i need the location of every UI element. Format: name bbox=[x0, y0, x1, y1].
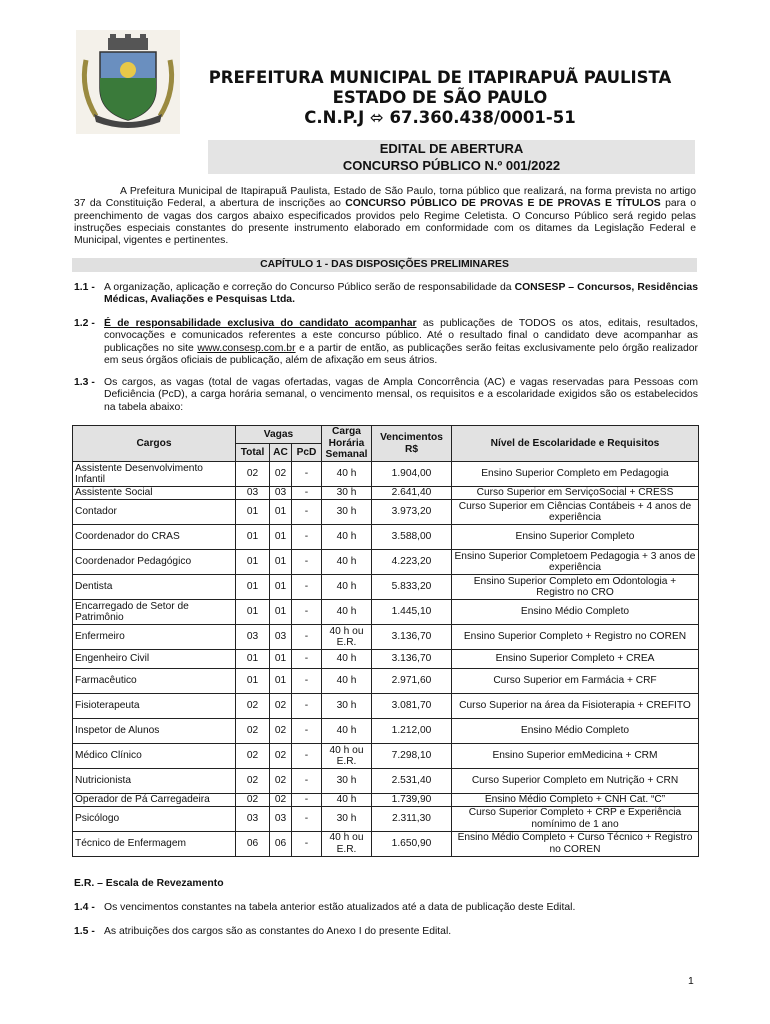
ac-cell: 02 bbox=[270, 719, 292, 744]
header-prefeitura: PREFEITURA MUNICIPAL DE ITAPIRAPUÃ PAULISTA bbox=[208, 68, 672, 87]
vencimento-cell: 1.739,90 bbox=[372, 794, 452, 807]
vencimento-cell: 1.904,00 bbox=[372, 462, 452, 487]
total-cell: 02 bbox=[236, 769, 270, 794]
nivel-cell: Ensino Médio Completo bbox=[452, 719, 699, 744]
vencimento-cell: 3.136,70 bbox=[372, 625, 452, 650]
nivel-cell: Ensino Superior Completo + CREA bbox=[452, 650, 699, 669]
total-cell: 06 bbox=[236, 831, 270, 856]
ac-cell: 02 bbox=[270, 794, 292, 807]
vencimento-cell: 1.650,90 bbox=[372, 831, 452, 856]
carga-cell: 40 h bbox=[322, 669, 372, 694]
carga-cell: 30 h bbox=[322, 769, 372, 794]
pcd-cell: - bbox=[292, 806, 322, 831]
nivel-cell: Ensino Superior emMedicina + CRM bbox=[452, 744, 699, 769]
nivel-cell: Ensino Médio Completo + CNH Cat. “C” bbox=[452, 794, 699, 807]
pcd-cell: - bbox=[292, 719, 322, 744]
total-cell: 02 bbox=[236, 794, 270, 807]
pcd-cell: - bbox=[292, 744, 322, 769]
table-row bbox=[73, 669, 699, 694]
item-1-3: 1.3 - Os cargos, as vagas (total de vagas ofertadas, vagas de Ampla Concorrência (AC) e vagas reservadas para Pessoas com Deficiência (PcD), a carga horária semanal, o vencimento mensal, os requisitos e a escolaridade exigidos são os estabelecidos na tabela abaixo: bbox=[74, 377, 698, 413]
pcd-cell: - bbox=[292, 625, 322, 650]
vencimento-cell: 3.973,20 bbox=[372, 500, 452, 525]
table-row bbox=[73, 744, 699, 769]
header-total: Total bbox=[236, 444, 270, 462]
carga-cell: 40 h bbox=[322, 575, 372, 600]
table-row bbox=[73, 831, 699, 856]
pcd-cell: - bbox=[292, 575, 322, 600]
total-cell: 02 bbox=[236, 719, 270, 744]
nivel-cell: Curso Superior Completo + CRP e Experiência nomínimo de 1 ano bbox=[452, 806, 699, 831]
carga-cell: 40 h ou E.R. bbox=[322, 744, 372, 769]
ac-cell: 06 bbox=[270, 831, 292, 856]
nivel-cell: Curso Superior em Farmácia + CRF bbox=[452, 669, 699, 694]
cargo-cell: Encarregado de Setor de Patrimônio bbox=[73, 600, 236, 625]
total-cell: 03 bbox=[236, 625, 270, 650]
ac-cell: 01 bbox=[270, 600, 292, 625]
cargo-cell: Contador bbox=[73, 500, 236, 525]
consesp-link[interactable]: www.consesp.com.br bbox=[197, 342, 296, 354]
ac-cell: 03 bbox=[270, 487, 292, 500]
cargo-cell: Farmacêutico bbox=[73, 669, 236, 694]
ac-cell: 02 bbox=[270, 769, 292, 794]
total-cell: 02 bbox=[236, 694, 270, 719]
nivel-cell: Ensino Médio Completo bbox=[452, 600, 699, 625]
er-legend: E.R. – Escala de Revezamento bbox=[74, 878, 224, 889]
nivel-cell: Curso Superior na área da Fisioterapia + CREFITO bbox=[452, 694, 699, 719]
total-cell: 03 bbox=[236, 806, 270, 831]
carga-cell: 40 h bbox=[322, 650, 372, 669]
header-carga: Carga Horária Semanal bbox=[322, 426, 372, 462]
total-cell: 01 bbox=[236, 575, 270, 600]
ac-cell: 03 bbox=[270, 625, 292, 650]
intro-paragraph: A Prefeitura Municipal de Itapirapuã Paulista, Estado de São Paulo, torna público que realizará, na forma prevista no artigo 37 da Constituição Federal, a abertura de inscrições ao CONCURSO PÚBLICO DE PROVAS E DE PROVAS E TÍTULOS para o preenchimento de vagas dos cargos abaixo especificados providos pelo Regime Celetista. O Concurso Público será regido pelas instruções especiais constantes do presente instrumento elaborado em conformidade com os ditames da Legislação Federal e Municipal, vigentes e pertinentes. bbox=[74, 186, 697, 247]
vencimento-cell: 3.081,70 bbox=[372, 694, 452, 719]
cargo-cell: Fisioterapeuta bbox=[73, 694, 236, 719]
total-cell: 03 bbox=[236, 487, 270, 500]
nivel-cell: Ensino Médio Completo + Curso Técnico + Registro no COREN bbox=[452, 831, 699, 856]
ac-cell: 03 bbox=[270, 806, 292, 831]
ac-cell: 02 bbox=[270, 462, 292, 487]
table-row bbox=[73, 550, 699, 575]
carga-cell: 40 h bbox=[322, 550, 372, 575]
cargo-cell: Operador de Pá Carregadeira bbox=[73, 794, 236, 807]
vencimento-cell: 3.588,00 bbox=[372, 525, 452, 550]
item-1-1: 1.1 - A organização, aplicação e correção do Concurso Público serão de responsabilidade da CONSESP – Concursos, Residências Médicas, Avaliações e Pesquisas Ltda. bbox=[74, 282, 698, 306]
carga-cell: 40 h bbox=[322, 719, 372, 744]
header-estado: ESTADO DE SÃO PAULO bbox=[332, 88, 548, 107]
nivel-cell: Curso Superior Completo em Nutrição + CRN bbox=[452, 769, 699, 794]
header-pcd: PcD bbox=[292, 444, 322, 462]
pcd-cell: - bbox=[292, 669, 322, 694]
pcd-cell: - bbox=[292, 525, 322, 550]
cargo-cell: Coordenador do CRAS bbox=[73, 525, 236, 550]
vencimento-cell: 1.445,10 bbox=[372, 600, 452, 625]
carga-cell: 40 h bbox=[322, 794, 372, 807]
cargo-cell: Técnico de Enfermagem bbox=[73, 831, 236, 856]
pcd-cell: - bbox=[292, 794, 322, 807]
carga-cell: 40 h ou E.R. bbox=[322, 625, 372, 650]
vencimento-cell: 2.641,40 bbox=[372, 487, 452, 500]
nivel-cell: Ensino Superior Completo + Registro no COREN bbox=[452, 625, 699, 650]
pcd-cell: - bbox=[292, 487, 322, 500]
cargo-cell: Nutricionista bbox=[73, 769, 236, 794]
municipal-coat-of-arms bbox=[76, 30, 180, 134]
carga-cell: 40 h bbox=[322, 600, 372, 625]
table-row bbox=[73, 625, 699, 650]
vencimento-cell: 7.298,10 bbox=[372, 744, 452, 769]
nivel-cell: Curso Superior em ServiçoSocial + CRESS bbox=[452, 487, 699, 500]
ac-cell: 01 bbox=[270, 575, 292, 600]
chapter-1-heading: CAPÍTULO 1 - DAS DISPOSIÇÕES PRELIMINARES bbox=[72, 258, 697, 272]
nivel-cell: Ensino Superior Completo bbox=[452, 525, 699, 550]
header-vencimentos: Vencimentos R$ bbox=[372, 426, 452, 462]
table-row bbox=[73, 694, 699, 719]
vencimento-cell: 3.136,70 bbox=[372, 650, 452, 669]
cargo-cell: Psicólogo bbox=[73, 806, 236, 831]
header-vagas: Vagas bbox=[236, 426, 322, 444]
page-number: 1 bbox=[688, 976, 694, 987]
cargo-cell: Médico Clínico bbox=[73, 744, 236, 769]
pcd-cell: - bbox=[292, 769, 322, 794]
edital-title: EDITAL DE ABERTURA bbox=[379, 141, 524, 156]
cargo-cell: Inspetor de Alunos bbox=[73, 719, 236, 744]
header-cargos: Cargos bbox=[73, 426, 236, 462]
header-nivel: Nível de Escolaridade e Requisitos bbox=[452, 426, 699, 462]
vencimento-cell: 2.531,40 bbox=[372, 769, 452, 794]
pcd-cell: - bbox=[292, 600, 322, 625]
carga-cell: 30 h bbox=[322, 500, 372, 525]
table-row bbox=[73, 487, 699, 500]
cargo-cell: Dentista bbox=[73, 575, 236, 600]
table-row bbox=[73, 525, 699, 550]
cargo-cell: Enfermeiro bbox=[73, 625, 236, 650]
table-row bbox=[73, 462, 699, 487]
nivel-cell: Ensino Superior Completo em Odontologia + Registro no CRO bbox=[452, 575, 699, 600]
ac-cell: 02 bbox=[270, 744, 292, 769]
total-cell: 01 bbox=[236, 500, 270, 525]
pcd-cell: - bbox=[292, 550, 322, 575]
edital-title-box bbox=[208, 140, 695, 174]
pcd-cell: - bbox=[292, 462, 322, 487]
ac-cell: 01 bbox=[270, 669, 292, 694]
pcd-cell: - bbox=[292, 650, 322, 669]
carga-cell: 40 h bbox=[322, 462, 372, 487]
total-cell: 01 bbox=[236, 550, 270, 575]
total-cell: 02 bbox=[236, 744, 270, 769]
vencimento-cell: 1.212,00 bbox=[372, 719, 452, 744]
carga-cell: 30 h bbox=[322, 694, 372, 719]
carga-cell: 40 h ou E.R. bbox=[322, 831, 372, 856]
table-row bbox=[73, 600, 699, 625]
concurso-number: CONCURSO PÚBLICO N.º 001/2022 bbox=[342, 158, 561, 173]
ac-cell: 01 bbox=[270, 525, 292, 550]
item-1-5: 1.5 - As atribuições dos cargos são as constantes do Anexo I do presente Edital. bbox=[74, 926, 452, 937]
vencimento-cell: 4.223,20 bbox=[372, 550, 452, 575]
total-cell: 01 bbox=[236, 600, 270, 625]
table-row bbox=[73, 719, 699, 744]
item-1-4: 1.4 - Os vencimentos constantes na tabela anterior estão atualizados até a data de publicação deste Edital. bbox=[74, 902, 576, 913]
nivel-cell: Curso Superior em Ciências Contábeis + 4 anos de experiência bbox=[452, 500, 699, 525]
vencimento-cell: 2.311,30 bbox=[372, 806, 452, 831]
header-ac: AC bbox=[270, 444, 292, 462]
ac-cell: 01 bbox=[270, 650, 292, 669]
table-row bbox=[73, 500, 699, 525]
header-cnpj: C.N.P.J ⬄ 67.360.438/0001-51 bbox=[304, 108, 576, 127]
cargo-cell: Assistente Desenvolvimento Infantil bbox=[73, 462, 236, 487]
cargo-cell: Engenheiro Civil bbox=[73, 650, 236, 669]
pcd-cell: - bbox=[292, 694, 322, 719]
total-cell: 02 bbox=[236, 462, 270, 487]
vencimento-cell: 2.971,60 bbox=[372, 669, 452, 694]
table-row bbox=[73, 575, 699, 600]
ac-cell: 01 bbox=[270, 550, 292, 575]
ac-cell: 01 bbox=[270, 500, 292, 525]
total-cell: 01 bbox=[236, 669, 270, 694]
total-cell: 01 bbox=[236, 650, 270, 669]
carga-cell: 30 h bbox=[322, 487, 372, 500]
table-row bbox=[73, 650, 699, 669]
item-1-2: 1.2 - É de responsabilidade exclusiva do candidato acompanhar as publicações de TODOS os atos, editais, resultados, convocações e comunicados referentes a este concurso público. Até o resultado final o candidato deve acompanhar as publicações no site www.consesp.com.br e a partir de então, as publicações serão feitas exclusivamente pelo órgão realizador em seus órgãos oficiais de publicação, além de afixação em seus átrios. bbox=[74, 318, 699, 366]
table-row bbox=[73, 769, 699, 794]
pcd-cell: - bbox=[292, 500, 322, 525]
cargo-cell: Coordenador Pedagógico bbox=[73, 550, 236, 575]
vencimento-cell: 5.833,20 bbox=[372, 575, 452, 600]
table-row bbox=[73, 806, 699, 831]
nivel-cell: Ensino Superior Completo em Pedagogia bbox=[452, 462, 699, 487]
table-row bbox=[73, 794, 699, 807]
cargo-cell: Assistente Social bbox=[73, 487, 236, 500]
cargos-table bbox=[72, 425, 699, 857]
ac-cell: 02 bbox=[270, 694, 292, 719]
pcd-cell: - bbox=[292, 831, 322, 856]
total-cell: 01 bbox=[236, 525, 270, 550]
carga-cell: 30 h bbox=[322, 806, 372, 831]
nivel-cell: Ensino Superior Completoem Pedagogia + 3 anos de experiência bbox=[452, 550, 699, 575]
carga-cell: 40 h bbox=[322, 525, 372, 550]
